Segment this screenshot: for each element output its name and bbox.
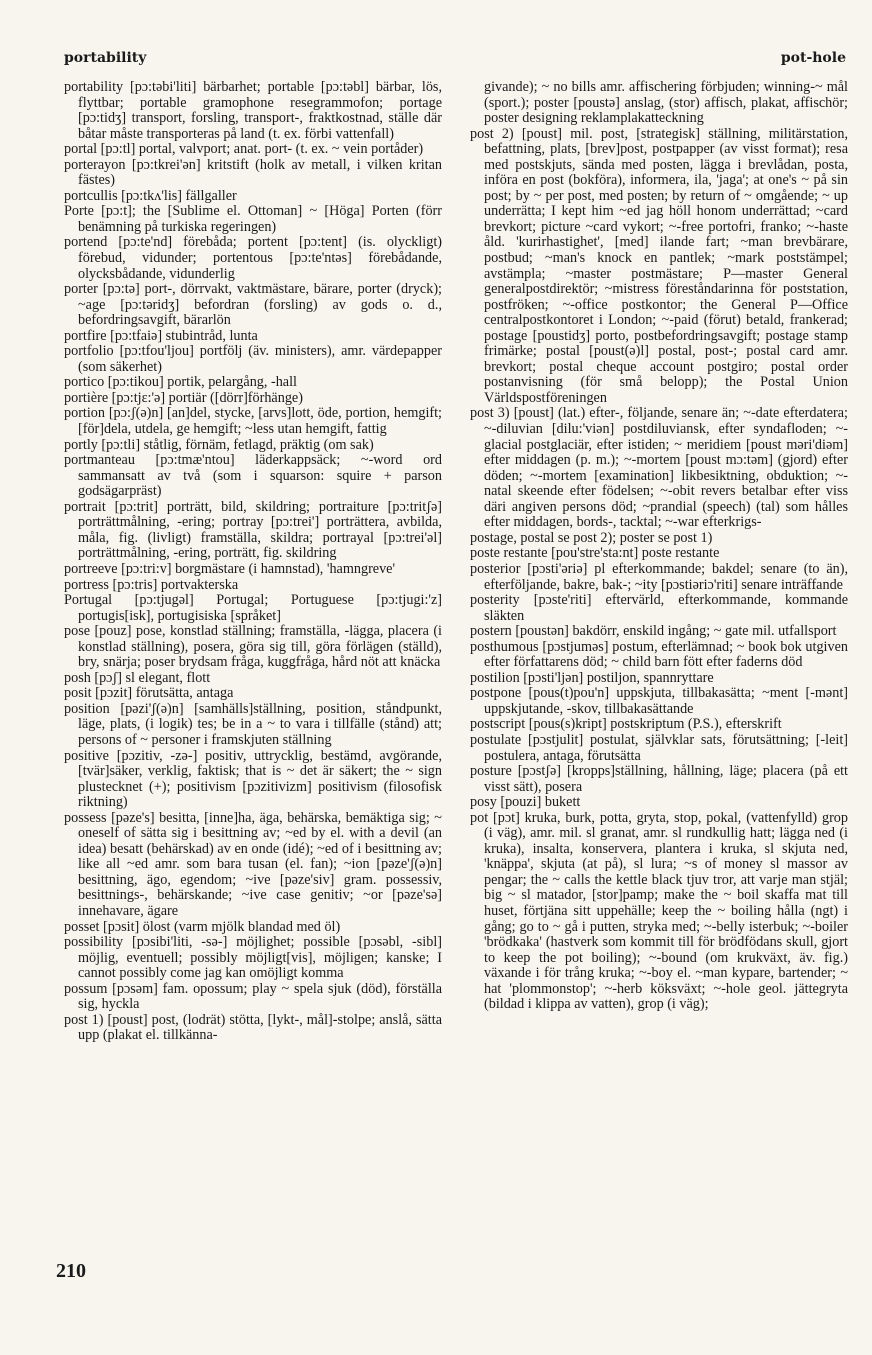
entry-posthumous: posthumous [pɔstjuməs] postum, efterlämnad; ~ book bok utgiven efter författarens död; ~ child barn fött efter faderns död — [470, 638, 848, 671]
entry-positive: positive [pɔzitiv, -zə-] positiv, uttrycklig, bestämd, avgörande, [tvär]säker, verklig, faktisk; that is ~ det är säkert; the ~ sign plustecknet (+); positivism [pɔzitivizm] positivism (filosofisk riktning) — [64, 747, 442, 811]
entry-portrait: portrait [pɔ:trit] porträtt, bild, skildring; portraiture [pɔ:tritʃə] porträttmålning, -ering; portray [pɔ:trei'] porträttera, avbilda, måla, fig. (livligt) framställa, skildra; portrayal [pɔ:trei'əl] porträttmålning, -ering, porträtt, fig. skildring — [64, 498, 442, 562]
entry-post-2: post 2) [poust] mil. post, [strategisk] ställning, militärstation, befattning, plats, [brev]post, postpapper (av visst format); resa med postskjuts, sända med posten, lägga i brevlådan, posta, införa en post (bokföra), informera, ila, 'jaga'; at one's ~ på sin post; by ~ per post, med posten; by return of ~ omgående; ~ up underrätta; I kept him ~ed jag höll honom underrättad; ~card brevkort; picture ~card vykort; ~-free portofri, franko; ~-haste åld. 'kurirhastighet', [med] ilande fart; ~man brevbärare, postbud; ~man's knock en pantlek; ~mark poststämpel; avstämpla; ~master postmästare; P—master General generalpostdirektör; ~mistress föreståndarinna för poststation, postfröken; ~-office postkontor; the General P—Office centralpostkontoret i London; ~-paid (förut) betald, frankerad; postage [poustidʒ] porto, postbefordringsavgift; postage stamp frimärke; postal [poust(ə)l] postal, post-; postal card amr. brevkort; postal cheque account postgiro; postal order postanvisning (för små belopp); the Postal Union Världspostföreningen — [470, 125, 848, 406]
entry-portmanteau: portmanteau [pɔ:tmæ'ntou] läderkappsäck; ~-word ord sammansatt av två (som i squarson: squire + parson godsägarpräst) — [64, 452, 442, 500]
entry-possibility: possibility [pɔsibi'liti, -sə-] möjlighet; possible [pɔsəbl, -sibl] möjlig, eventuell; possibly möjligt[vis], möjligen; kanske; I cannot possibly come jag kan omöjligt komma — [64, 934, 442, 982]
entry-portend: portend [pɔ:te'nd] förebåda; portent [pɔ:tent] (is. olyckligt) förebud, vidunder; portentous [pɔ:te'ntəs] förebådande, olycksbådande, vidunderlig — [64, 234, 442, 282]
running-head — [64, 50, 846, 68]
entry-post-3: post 3) [poust] (lat.) efter-, följande, senare än; ~-date efterdatera; ~-diluvian [dilu:'viən] postdiluviansk, efter syndafloden; ~-glacial postglaciär, efter istiden; ~ meridiem [poust məri'diəm] efter middagen (p. m.); ~-mortem [poust mɔ:təm] (gjord) efter döden; ~-mortem [examination] likbesiktning, obduktion; ~-natal skeende efter födelsen; ~-obit revers betalbar efter viss däri angiven persons död; ~prandial (speech) (tal) som hålles efter middagen, bords-, tacktal; ~-war efterkrigs- — [470, 405, 848, 531]
left-column — [64, 80, 442, 1238]
entry-postilion: postilion [pɔsti'ljən] postiljon, spannryttare — [470, 669, 714, 686]
entry-postern: postern [poustən] bakdörr, enskild ingång; ~ gate mil. utfallsport — [470, 623, 837, 640]
entry-porter: porter [pɔ:tə] port-, dörrvakt, vaktmästare, bärare, porter (dryck); ~age [pɔ:təridʒ] befordran (forsling) av gods o. d., befordringsavgift, bärarlön — [64, 281, 442, 329]
entry-posy: posy [pouzi] bukett — [470, 794, 581, 811]
entry-possess: possess [pəze's] besitta, [inne]ha, äga, behärska, bemäktiga sig; ~ oneself of sätta sig i besittning av; ~ed by el. with a devil (an idea) besatt (behärskad) av en onde (idé); ~ed of i besittning av; like all ~ed amr. som bara tusan (el. fan); ~ion [pəze'ʃ(ə)n] besittning, ägo, egendom; ~ive [pəze'siv] gram. possessiv, besittnings-, behärskande; ~ive case genitiv; ~or [pəze'sə] innehavare, ägare — [64, 809, 442, 919]
entry-portico: portico [pɔ:tikou] portik, pelargång, -hall — [64, 374, 297, 391]
entry-posterity: posterity [pɔste'riti] eftervärld, efterkommande, kommande släkten — [470, 592, 848, 624]
entry-portion: portion [pɔ:ʃ(ə)n] [an]del, stycke, [arvs]lott, öde, portion, hemgift; [för]dela, utdela, ge hemgift; ~less utan hemgift, fattig — [64, 405, 442, 438]
entry-portcullis: portcullis [pɔ:tkʌ'lis] fällgaller — [64, 187, 237, 204]
entry-position: position [pəzi'ʃ(ə)n] [samhälls]ställning, position, ståndpunkt, läge, plats, (i logik) tes; be in a ~ to vara i tillfälle (stånd) att; persons of ~ personer i framskjuten ställning — [64, 700, 442, 748]
entry-postscript: postscript [pous(s)kript] postskriptum (P.S.), efterskrift — [470, 716, 782, 733]
entry-pot: pot [pɔt] kruka, burk, potta, gryta, stop, pokal, (vattenfylld) grop (i väg), amr. mil. sl granat, amr. sl rundkullig hatt; lägga ned (i kruka), insalta, konservera, plantera i kruka, sl skjuta ned, 'knäppa', skjuta (at på), sl lura; ~s of money sl massor av pengar; the ~ calls the kettle black tjuv tror, att varje man stjäl; big ~ sl matador, [stor]pamp; make the ~ boil skaffa mat till huset, förtjäna sitt uppehälle; keep the ~ boiling hålla (ngt) i gång; go to ~ gå i putten, stryka med; ~-belly isterbuk; ~-boiler 'brödkaka' (hastverk som kommit till för brödfödans skull, gjort to keep the pot boiling); ~-bound (om krukväxt, äv. fig.) växande i för trång kruka; ~-boy el. ~man kypare, bartender; ~ hat 'plommonstop'; ~-herb köksväxt; ~-hole geol. jättegryta (bildad i klippa av vatten), grop (i väg); — [470, 809, 848, 1013]
entry-posterior: posterior [pɔsti'əriə] pl efterkommande; bakdel; senare (to än), efterföljande, bakre, bak-; ~ity [pɔstiəriɔ'riti] senare inträffande — [470, 560, 848, 593]
right-column — [470, 80, 848, 1238]
entry-post-1-continued: givande); ~ no bills amr. affischering förbjuden; winning-~ mål (sport.); poster [poustə] anslag, (stor) affisch, plakat, affischör; poster designing reklamplakatteckning — [484, 80, 848, 127]
entry-postage-postal: postage, postal se post 2); poster se post 1) — [470, 529, 713, 546]
entry-portiere: portière [pɔ:tjɛ:'ə] portiär ([dörr]förhänge) — [64, 389, 303, 406]
entry-portal: portal [pɔ:tl] portal, valvport; anat. port- (t. ex. ~ vein portåder) — [64, 141, 424, 158]
entry-portfolio: portfolio [pɔ:tfou'ljou] portfölj (äv. ministers), amr. värdepapper (som säkerhet) — [64, 343, 442, 375]
entry-postpone: postpone [pous(t)pou'n] uppskjuta, tillbakasätta; ~ment [-mənt] uppskjutande, -skov, tillbakasättande — [470, 685, 848, 717]
entry-portugal: Portugal [pɔ:tjugəl] Portugal; Portuguese [pɔ:tjugi:'z] portugis[isk], portugisiska [språket] — [64, 592, 442, 624]
entry-posture: posture [pɔstʃə] [kropps]ställning, hållning, läge; placera (på ett visst sätt), posera — [470, 763, 848, 795]
entry-portreeve: portreeve [pɔ:tri:v] borgmästare (i hamnstad), 'hamngreve' — [64, 560, 396, 577]
entry-portly: portly [pɔ:tli] ståtlig, förnäm, fetlagd, präktig (om sak) — [64, 436, 374, 453]
entry-posset: posset [pɔsit] ölost (varm mjölk blandad med öl) — [64, 918, 341, 935]
entry-porte: Porte [pɔ:t]; the [Sublime el. Ottoman] ~ [Höga] Porten (förr benämning på turkiska regeringen) — [64, 203, 442, 235]
entry-poste-restante: poste restante [pou'stre'sta:nt] poste restante — [470, 545, 720, 562]
page-number: 210 — [56, 1260, 86, 1282]
running-head-last-word: pot-hole — [780, 50, 846, 66]
entry-postulate: postulate [pɔstjulit] postulat, självklar sats, förutsättning; [-leit] postulera, antaga, förutsätta — [470, 731, 848, 764]
entry-post-1: post 1) [poust] post, (lodrät) stötta, [lykt-, mål]-stolpe; anslå, sätta upp (plakat el. tillkänna- — [64, 1011, 442, 1044]
entry-portfire: portfire [pɔ:tfaiə] stubintråd, lunta — [64, 327, 258, 344]
entry-porterayon: porterayon [pɔ:tkrei'ən] kritstift (holk av metall, i vilken kritan fästes) — [64, 156, 442, 189]
entry-pose: pose [pouz] pose, konstlad ställning; framställa, -lägga, placera (i konstlad ställning), posera, göra sig till, göra förlägen (ställd), bry, snärja; poser brydsam fråga, kuggfråga, hård nöt att knäcka — [64, 623, 442, 671]
entry-posh: posh [pɔʃ] sl elegant, flott — [64, 669, 211, 686]
entry-portability: portability [pɔ:təbi'liti] bärbarhet; portable [pɔ:təbl] bärbar, lös, flyttbar; portable gramophone resegrammofon; portage [pɔ:tidʒ] transport, forsling, transport-, fraktkostnad, ställe där båtar måste transporteras på land (t. ex. förbi vattenfall) — [64, 80, 442, 142]
entry-portress: portress [pɔ:tris] portvakterska — [64, 576, 239, 593]
running-head-first-word: portability — [64, 50, 147, 66]
entry-posit: posit [pɔzit] förutsätta, antaga — [64, 685, 234, 702]
entry-possum: possum [pɔsəm] fam. opossum; play ~ spela sjuk (död), förställa sig, hyckla — [64, 980, 442, 1013]
